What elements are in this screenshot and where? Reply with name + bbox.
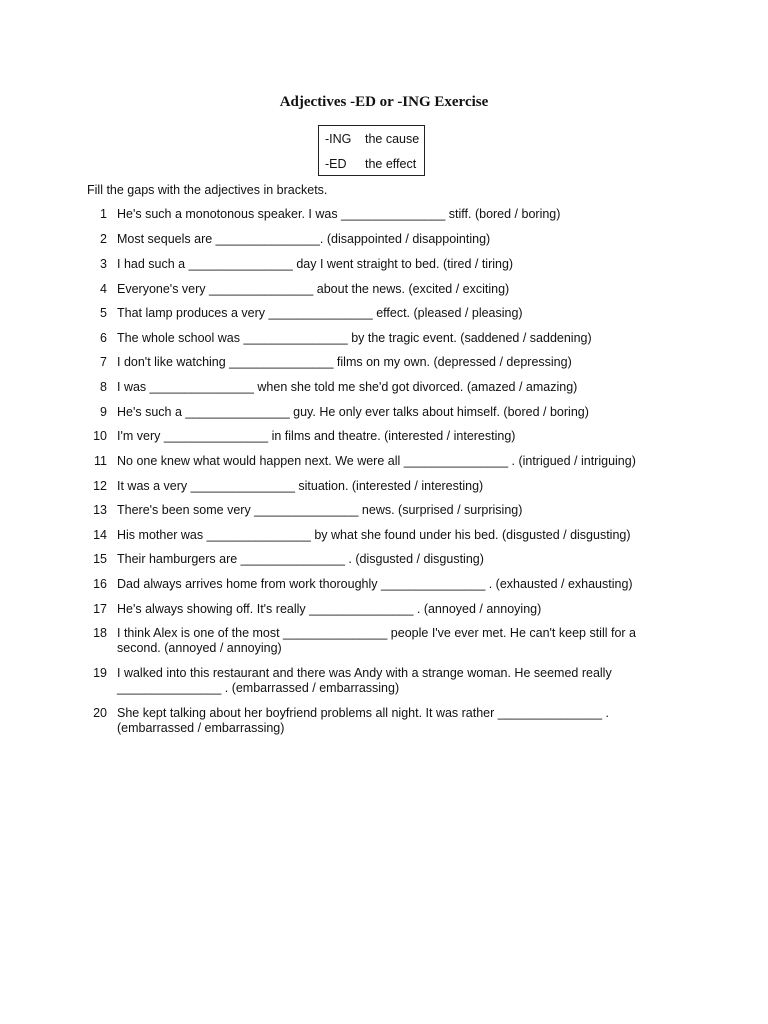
item-text: He's such a _______________ guy. He only ever talks about himself. (bored / boring) <box>117 405 589 419</box>
item-number: 6 <box>100 331 107 345</box>
item-text: I had such a _______________ day I went straight to bed. (tired / tiring) <box>117 257 514 271</box>
item-number: 11 <box>94 454 107 468</box>
item-number: 9 <box>100 405 107 419</box>
item-number: 7 <box>100 355 107 369</box>
item-number: 17 <box>93 602 107 616</box>
item-text: I don't like watching _______________ films on my own. (depressed / depressing) <box>117 355 572 369</box>
item-text: I think Alex is one of the most _______________ people I've ever met. He can't keep still for a second. (annoyed / annoying) <box>117 626 636 655</box>
item-text: He's always showing off. It's really _______________ . (annoyed / annoying) <box>117 602 542 616</box>
item-number: 3 <box>100 257 107 271</box>
item-text: There's been some very _______________ news. (surprised / surprising) <box>117 503 523 517</box>
item-text: The whole school was _______________ by the tragic event. (saddened / saddening) <box>117 331 592 345</box>
item-text: It was a very _______________ situation. (interested / interesting) <box>117 479 484 493</box>
item-text: I'm very _______________ in films and theatre. (interested / interesting) <box>117 429 516 443</box>
item-number: 4 <box>100 282 107 296</box>
item-number: 12 <box>93 479 107 493</box>
item-number: 13 <box>93 503 107 517</box>
item-text: Dad always arrives home from work thoroughly _______________ . (exhausted / exhausting) <box>117 577 633 591</box>
legend-key: -ED <box>325 157 347 171</box>
item-text: Their hamburgers are _______________ . (disgusted / disgusting) <box>117 552 484 566</box>
legend-row-ing <box>325 131 419 147</box>
item-number: 15 <box>93 552 107 566</box>
item-number: 5 <box>100 306 107 320</box>
item-text: He's such a monotonous speaker. I was _______________ stiff. (bored / boring) <box>117 207 561 221</box>
item-number: 14 <box>93 528 107 542</box>
legend-row-ed <box>325 156 416 172</box>
item-text: Everyone's very _______________ about the news. (excited / exciting) <box>117 282 510 296</box>
item-number: 1 <box>100 207 107 221</box>
item-text: No one knew what would happen next. We were all _______________ . (intrigued / intriguing) <box>117 454 636 468</box>
item-text: I was _______________ when she told me she'd got divorced. (amazed / amazing) <box>117 380 578 394</box>
item-number: 16 <box>93 577 107 591</box>
item-number: 19 <box>93 666 107 680</box>
legend-value: the effect <box>365 157 417 171</box>
item-text: I walked into this restaurant and there was Andy with a strange woman. He seemed really _______________ . (embarrassed / embarrassing) <box>117 666 612 695</box>
item-number: 10 <box>93 429 107 443</box>
item-text: Most sequels are _______________. (disappointed / disappointing) <box>117 232 491 246</box>
legend-value: the cause <box>365 132 420 146</box>
legend-box <box>318 125 425 176</box>
item-number: 2 <box>100 232 107 246</box>
item-number: 18 <box>93 626 107 640</box>
page-title: Adjectives -ED or -ING Exercise <box>279 94 489 110</box>
instructions: Fill the gaps with the adjectives in brackets. <box>87 183 328 197</box>
item-text: She kept talking about her boyfriend problems all night. It was rather _______________ . (embarrassed / embarrassing) <box>117 706 609 735</box>
legend-key: -ING <box>325 132 352 146</box>
item-text: His mother was _______________ by what she found under his bed. (disgusted / disgusting) <box>117 528 631 542</box>
item-number: 20 <box>93 706 107 720</box>
item-number: 8 <box>100 380 107 394</box>
item-text: That lamp produces a very _______________ effect. (pleased / pleasing) <box>117 306 523 320</box>
